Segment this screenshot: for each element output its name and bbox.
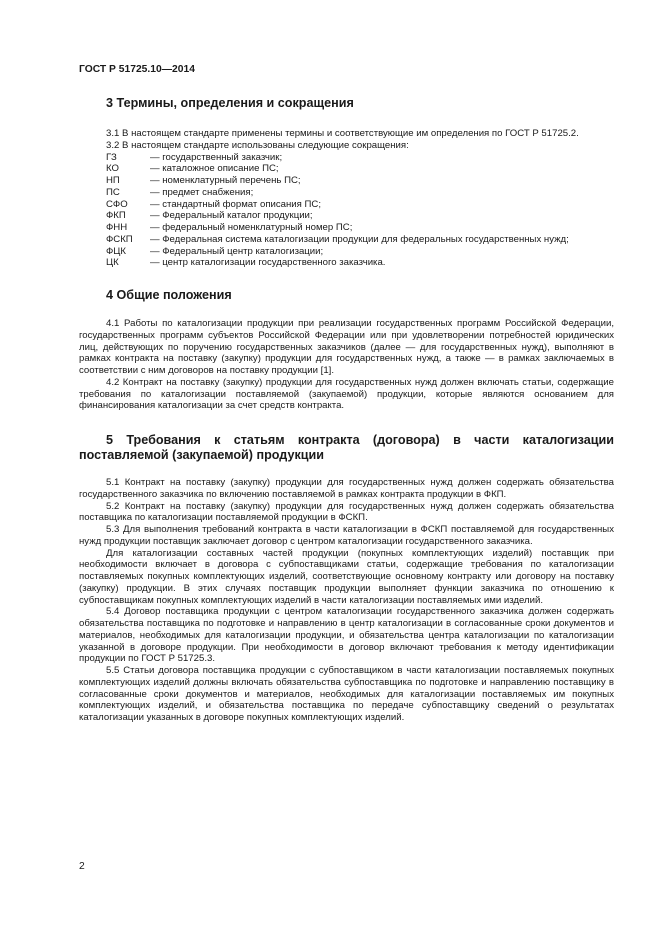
paragraph-5-4: 5.4 Договор поставщика продукции с центром каталогизации государственного заказчика должен содержать обязательства поставщика по подготовке и направлению в центр каталогизации в согласованные сроки документов и материалов, необходимых для каталогизации продукции, и обязательства центра каталогизации по каталогизации указанной в договоре продукции. При необходимости в договор включают требования к методу идентификации продукции по ГОСТ Р 51725.3. bbox=[79, 606, 614, 665]
paragraph-4-1: 4.1 Работы по каталогизации продукции при реализации государственных программ Российской Федерации, государственных программ субъектов Российской Федерации или при удовлетворении потребностей юридических лиц, действующих по поручению государственных заказчиков (далее — для государственных нужд), выполняют в рамках контракта на поставку (закупку) продукции для государственных нужд, а также — в рамках заключаемых в соответствии с ним договоров на поставку продукции [1]. bbox=[79, 318, 614, 376]
abbreviation-definition: — номенклатурный перечень ПС; bbox=[150, 175, 301, 186]
paragraph-5-3-cont: Для каталогизации составных частей продукции (покупных комплектующих изделий) поставщик при необходимости включает в договора с субпоставщиками статьи, содержащие требования по каталогизации поставляемых покупных комплектующих изделий, соответствующие основному контракту или договору на поставку (закупку) продукции. В этих случаях поставщик продукции выполняет функции заказчика по отношению к субпоставщикам покупных комплектующих изделий в части каталогизации поставляемых ими изделий. bbox=[79, 547, 614, 606]
page-number: 2 bbox=[79, 861, 85, 872]
paragraph-4-2: 4.2 Контракт на поставку (закупку) продукции для государственных нужд должен включать статьи, содержащие требования по каталогизации поставляемой (закупаемой) продукции, которые являются основанием для финансирования каталогизации за счет средств контракта. bbox=[79, 376, 614, 412]
section-5-title: 5 Требования к статьям контракта (договора) в части каталогизации поставляемой (закупаемой) продукции bbox=[79, 433, 614, 462]
section-4-title: 4 Общие положения bbox=[106, 288, 232, 302]
abbreviation-definition: — каталожное описание ПС; bbox=[150, 163, 279, 175]
abbreviation-definition: — Федеральный каталог продукции; bbox=[150, 210, 313, 222]
abbreviation-definition: — центр каталогизации государственного заказчика. bbox=[150, 257, 386, 269]
abbreviation-definition: — федеральный номенклатурный номер ПС; bbox=[150, 222, 353, 233]
abbreviation-item bbox=[79, 163, 614, 175]
paragraph-3-1: 3.1 В настоящем стандарте применены термины и соответствующие им определения по ГОСТ Р 51725.2. bbox=[106, 128, 579, 139]
abbreviation-code: НП bbox=[106, 175, 120, 186]
document-header: ГОСТ Р 51725.10—2014 bbox=[79, 64, 195, 75]
paragraph-5-2: 5.2 Контракт на поставку (закупку) продукции для государственных нужд должен содержать обязательства поставщика по каталогизации поставляемой продукции в ФСКП. bbox=[79, 500, 614, 524]
abbreviation-code: СФО bbox=[106, 198, 128, 210]
abbreviation-definition: — стандартный формат описания ПС; bbox=[150, 198, 322, 210]
paragraph-3-2: 3.2 В настоящем стандарте использованы следующие сокращения: bbox=[106, 139, 409, 151]
abbreviation-item bbox=[79, 175, 614, 187]
abbreviation-code: ФНН bbox=[106, 222, 128, 233]
paragraph-5-1: 5.1 Контракт на поставку (закупку) продукции для государственных нужд должен содержать обязательства государственного заказчика по включению поставляемой в рамках контракта продукции в ФКП. bbox=[79, 477, 614, 500]
paragraph-5-3: 5.3 Для выполнения требований контракта в части каталогизации в ФСКП поставляемой для государственных нужд продукции поставщик заключает договор с центром каталогизации государственного заказчика. bbox=[79, 524, 614, 547]
section-3-title: 3 Термины, определения и сокращения bbox=[106, 96, 354, 110]
paragraph-5-5: 5.5 Статьи договора поставщика продукции с субпоставщиком в части каталогизации поставляемых покупных комплектующих изделий должны включать обязательства субпоставщика по подготовке и направлению поставщику в согласованные сроки документов и материалов, необходимых для каталогизации поставляемых им покупных комплектующих изделий, и обязательства поставщика по передаче субпоставщику сведений о результатах каталогизации указанных в договоре покупных комплектующих изделий. bbox=[79, 665, 614, 723]
abbreviation-code: ФЦК bbox=[106, 245, 126, 257]
document-body bbox=[79, 96, 614, 724]
abbreviation-item bbox=[79, 234, 614, 246]
abbreviation-item bbox=[79, 152, 614, 164]
abbreviation-code: ФКП bbox=[106, 210, 126, 222]
abbreviation-code: ЦК bbox=[106, 257, 119, 269]
abbreviation-item bbox=[79, 246, 614, 258]
abbreviation-code: ФСКП bbox=[106, 233, 133, 245]
abbreviation-item bbox=[79, 199, 614, 211]
abbreviation-definition: — государственный заказчик; bbox=[150, 151, 283, 163]
abbreviation-definition: — Федеральный центр каталогизации; bbox=[150, 245, 324, 257]
abbreviation-definition: — предмет снабжения; bbox=[150, 186, 254, 198]
abbreviation-definition: — Федеральная система каталогизации продукции для федеральных государственных нужд; bbox=[150, 233, 569, 245]
abbreviation-item bbox=[79, 222, 614, 234]
abbreviation-item bbox=[79, 187, 614, 199]
abbreviation-list bbox=[79, 152, 614, 270]
abbreviation-code: КО bbox=[106, 163, 119, 175]
abbreviation-item bbox=[79, 210, 614, 222]
abbreviation-item bbox=[79, 257, 614, 269]
abbreviation-code: ГЗ bbox=[106, 151, 117, 163]
abbreviation-code: ПС bbox=[106, 186, 120, 198]
